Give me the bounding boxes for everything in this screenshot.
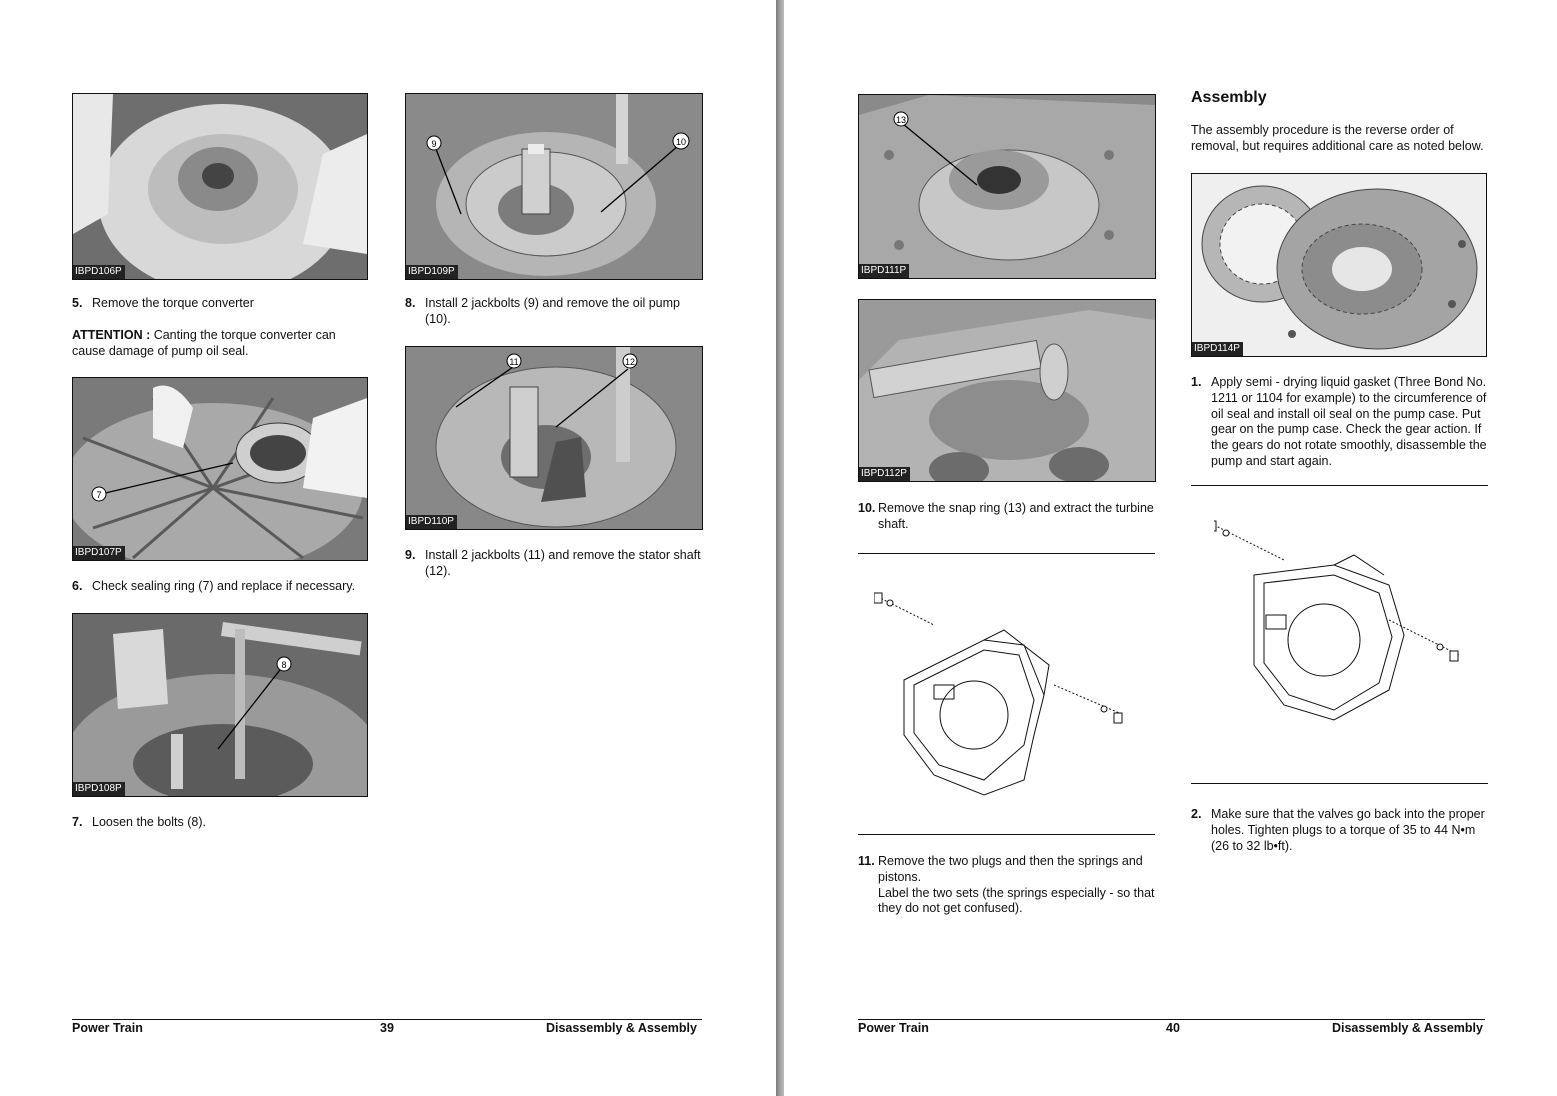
step-text: Install 2 jackbolts (9) and remove the oil pump (10). xyxy=(425,296,680,326)
callout-9: 9 xyxy=(431,139,437,149)
step-number: 9. xyxy=(405,548,416,562)
photo-snap-ring xyxy=(858,94,1156,279)
attention-note xyxy=(72,328,362,360)
left-page xyxy=(0,0,776,1096)
section-rule xyxy=(858,553,1155,554)
stator-shaft-image xyxy=(406,347,702,529)
right-page xyxy=(784,0,1557,1096)
figure-label: IBPD110P xyxy=(406,515,457,529)
step-11 xyxy=(858,854,1158,917)
step-text: Remove the two plugs and then the springs and pistons. xyxy=(878,854,1143,884)
step-number: 11. xyxy=(858,854,875,868)
step-text: Make sure that the valves go back into the proper holes. Tighten plugs to a torque of 35 to 44 N•m (26 to 32 lb•ft). xyxy=(1211,807,1485,853)
assembly-step-2 xyxy=(1191,807,1491,854)
figure-label: IBPD106P xyxy=(73,265,125,279)
valve-exploded-drawing-left xyxy=(874,585,1144,800)
figure-label: IBPD108P xyxy=(73,782,125,796)
step-text: Apply semi - drying liquid gasket (Three Bond No. 1211 or 1104 for example) to the circumference of oil seal and install oil seal on the pump case. Put gear on the pump case. Check the gear action. If the gears do not rotate smoothly, disassemble the pump and start again. xyxy=(1211,375,1487,468)
photo-sealing-ring xyxy=(72,377,368,561)
page-number: 40 xyxy=(1166,1021,1180,1035)
photo-loosen-bolts xyxy=(72,613,368,797)
figure-label: IBPD112P xyxy=(859,467,910,481)
step-text: Remove the snap ring (13) and extract the turbine shaft. xyxy=(878,501,1154,531)
step-number: 8. xyxy=(405,296,416,310)
step-text: Remove the torque converter xyxy=(92,296,254,310)
step-text: Check sealing ring (7) and replace if necessary. xyxy=(92,579,356,593)
footer-chapter: Disassembly & Assembly xyxy=(545,1021,697,1035)
footer-rule xyxy=(858,1019,1485,1020)
attention-text: Canting the torque converter can cause damage of pump oil seal. xyxy=(72,328,336,358)
step-5 xyxy=(72,296,372,312)
sealing-ring-image xyxy=(73,378,367,560)
assembly-heading: Assembly xyxy=(1191,89,1267,106)
step-7 xyxy=(72,815,372,831)
step-text: Loosen the bolts (8). xyxy=(92,815,206,829)
photo-pump-gears xyxy=(1191,173,1487,357)
callout-10: 10 xyxy=(675,137,687,147)
step-number: 6. xyxy=(72,579,83,593)
snap-ring-image xyxy=(859,95,1155,278)
figure-label: IBPD114P xyxy=(1192,342,1243,356)
photo-stator-shaft xyxy=(405,346,703,530)
step-number: 10. xyxy=(858,501,876,515)
footer-section: Power Train xyxy=(858,1021,929,1035)
section-rule xyxy=(1191,485,1488,486)
step-10 xyxy=(858,501,1158,533)
step-number: 7. xyxy=(72,815,83,829)
photo-turbine-shaft xyxy=(858,299,1156,482)
page-gutter xyxy=(776,0,784,1096)
footer-section: Power Train xyxy=(72,1021,143,1035)
photo-torque-converter xyxy=(72,93,368,280)
assembly-step-1 xyxy=(1191,375,1491,470)
section-rule xyxy=(1191,783,1488,784)
photo-oil-pump xyxy=(405,93,703,280)
assembly-intro: The assembly procedure is the reverse order of removal, but requires additional care as noted below. xyxy=(1191,123,1484,153)
valve-exploded-drawing-right xyxy=(1214,515,1474,725)
footer-chapter: Disassembly & Assembly xyxy=(1331,1021,1483,1035)
section-rule xyxy=(858,834,1155,835)
figure-label: IBPD107P xyxy=(73,546,125,560)
step-number: 1. xyxy=(1191,375,1202,389)
loosen-bolts-image xyxy=(73,614,367,796)
step-number: 2. xyxy=(1191,807,1202,821)
callout-13: 13 xyxy=(895,115,907,125)
figure-label: IBPD109P xyxy=(406,265,458,279)
oil-pump-image xyxy=(406,94,702,279)
step-number: 5. xyxy=(72,296,83,310)
footer-rule xyxy=(72,1019,702,1020)
step-8 xyxy=(405,296,703,328)
callout-12: 12 xyxy=(624,357,636,367)
attention-label: ATTENTION : xyxy=(72,328,151,342)
turbine-shaft-image xyxy=(859,300,1155,481)
callout-8: 8 xyxy=(281,660,287,670)
torque-converter-image xyxy=(73,94,367,279)
step-6 xyxy=(72,579,372,595)
figure-label: IBPD111P xyxy=(859,264,909,278)
step-text: Install 2 jackbolts (11) and remove the stator shaft (12). xyxy=(425,548,701,578)
callout-11: 11 xyxy=(509,357,519,367)
pump-gears-image xyxy=(1192,174,1486,356)
callout-7: 7 xyxy=(96,490,102,500)
step-9 xyxy=(405,548,703,580)
page-number: 39 xyxy=(380,1021,394,1035)
step-text-continued: Label the two sets (the springs especially - so that they do not get confused). xyxy=(878,885,1155,916)
